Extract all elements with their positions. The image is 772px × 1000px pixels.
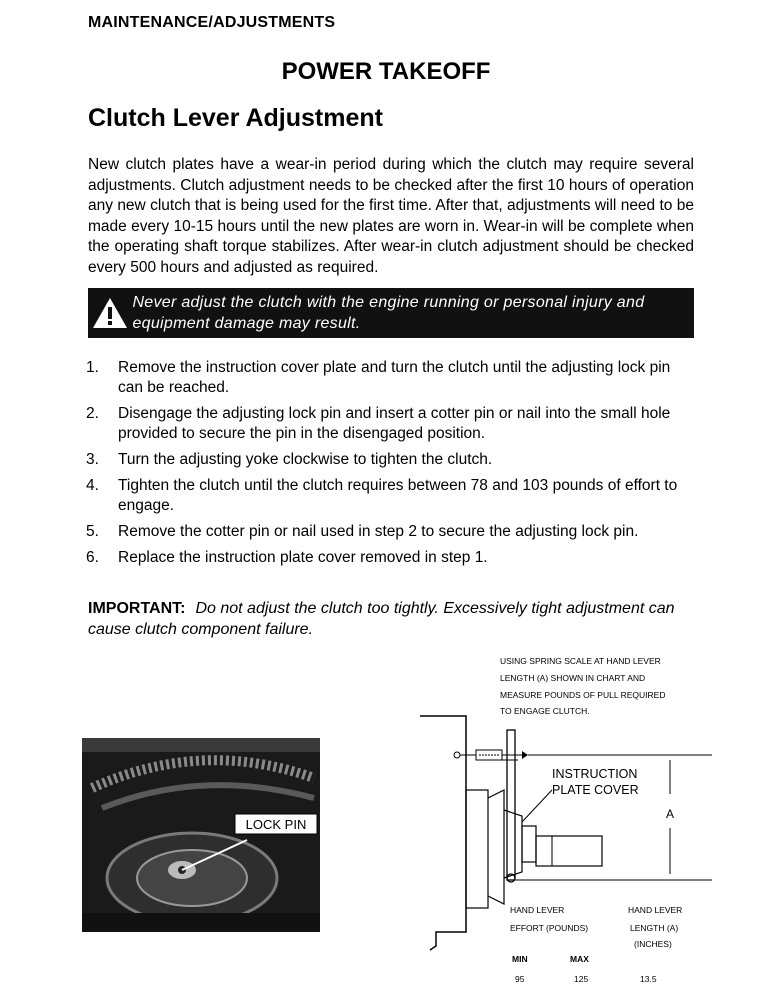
step-text: Disengage the adjusting lock pin and insert a cotter pin or nail into the small hole provided to secure the pin in the disengaged position. <box>118 405 671 442</box>
cover-label-line: PLATE COVER <box>552 783 639 797</box>
step-number: 6. <box>86 549 99 566</box>
diagram-note-line: TO ENGAGE CLUTCH. <box>500 706 590 716</box>
list-item <box>86 358 698 398</box>
warning-triangle-icon <box>88 296 132 330</box>
intro-paragraph: New clutch plates have a wear-in period during which the clutch may require several adjustments. Clutch adjustment needs to be checked after the first 10 hours of operation any new clutch that is being used for the first time. After that, adjustments will need to be made every 10-15 hours until the new plates are worn in. Wear-in will be complete when the operating shaft torque stabilizes. After wear-in clutch adjustment should be checked every 500 hours and adjusted as required. <box>88 156 694 276</box>
step-text: Remove the instruction cover plate and turn the clutch until the adjusting lock pin can be reached. <box>118 359 671 396</box>
list-item <box>86 450 698 470</box>
list-item <box>86 548 698 568</box>
effort-header-line: HAND LEVER <box>510 905 565 915</box>
page-title: POWER TAKEOFF <box>281 58 491 85</box>
step-number: 2. <box>86 405 99 422</box>
step-text: Turn the adjusting yoke clockwise to tighten the clutch. <box>118 451 493 468</box>
min-header: MIN <box>512 954 528 964</box>
diagram-note-line: MEASURE POUNDS OF PULL REQUIRED <box>500 690 666 700</box>
step-number: 3. <box>86 451 99 468</box>
step-text: Remove the cotter pin or nail used in step 2 to secure the adjusting lock pin. <box>118 523 639 540</box>
clutch-diagram <box>412 650 712 990</box>
step-number: 5. <box>86 523 99 540</box>
list-item <box>86 476 698 516</box>
section-header: MAINTENANCE/ADJUSTMENTS <box>88 14 336 31</box>
clutch-photo <box>82 728 320 932</box>
diagram-note-line: USING SPRING SCALE AT HAND LEVER <box>500 656 661 666</box>
length-value: 13.5 <box>640 974 657 984</box>
diagram-note-line: LENGTH (A) SHOWN IN CHART AND <box>500 673 646 683</box>
step-text: Tighten the clutch until the clutch requires between 78 and 103 pounds of effort to engage. <box>118 477 678 514</box>
min-value: 95 <box>515 974 525 984</box>
subsection-title: Clutch Lever Adjustment <box>88 104 383 132</box>
step-number: 4. <box>86 477 99 494</box>
important-label: IMPORTANT: <box>88 600 186 617</box>
max-header: MAX <box>570 954 589 964</box>
length-header-line: HAND LEVER <box>628 905 683 915</box>
effort-header-line: EFFORT (POUNDS) <box>510 923 589 933</box>
list-item <box>86 522 698 542</box>
dimension-a-label: A <box>666 807 675 821</box>
length-header-line: (INCHES) <box>634 939 672 949</box>
important-note <box>88 598 698 640</box>
warning-box <box>88 288 694 338</box>
list-item <box>86 404 698 444</box>
warning-text: Never adjust the clutch with the engine running or personal injury and equipment damage may result. <box>132 294 645 332</box>
important-text: Do not adjust the clutch too tightly. Excessively tight adjustment can cause clutch component failure. <box>88 600 675 638</box>
step-text: Replace the instruction plate cover removed in step 1. <box>118 549 488 566</box>
steps-list <box>86 358 698 574</box>
cover-label-line: INSTRUCTION <box>552 767 638 781</box>
max-value: 125 <box>574 974 589 984</box>
step-number: 1. <box>86 359 99 376</box>
lock-pin-label: LOCK PIN <box>245 817 307 832</box>
length-header-line: LENGTH (A) <box>630 923 679 933</box>
